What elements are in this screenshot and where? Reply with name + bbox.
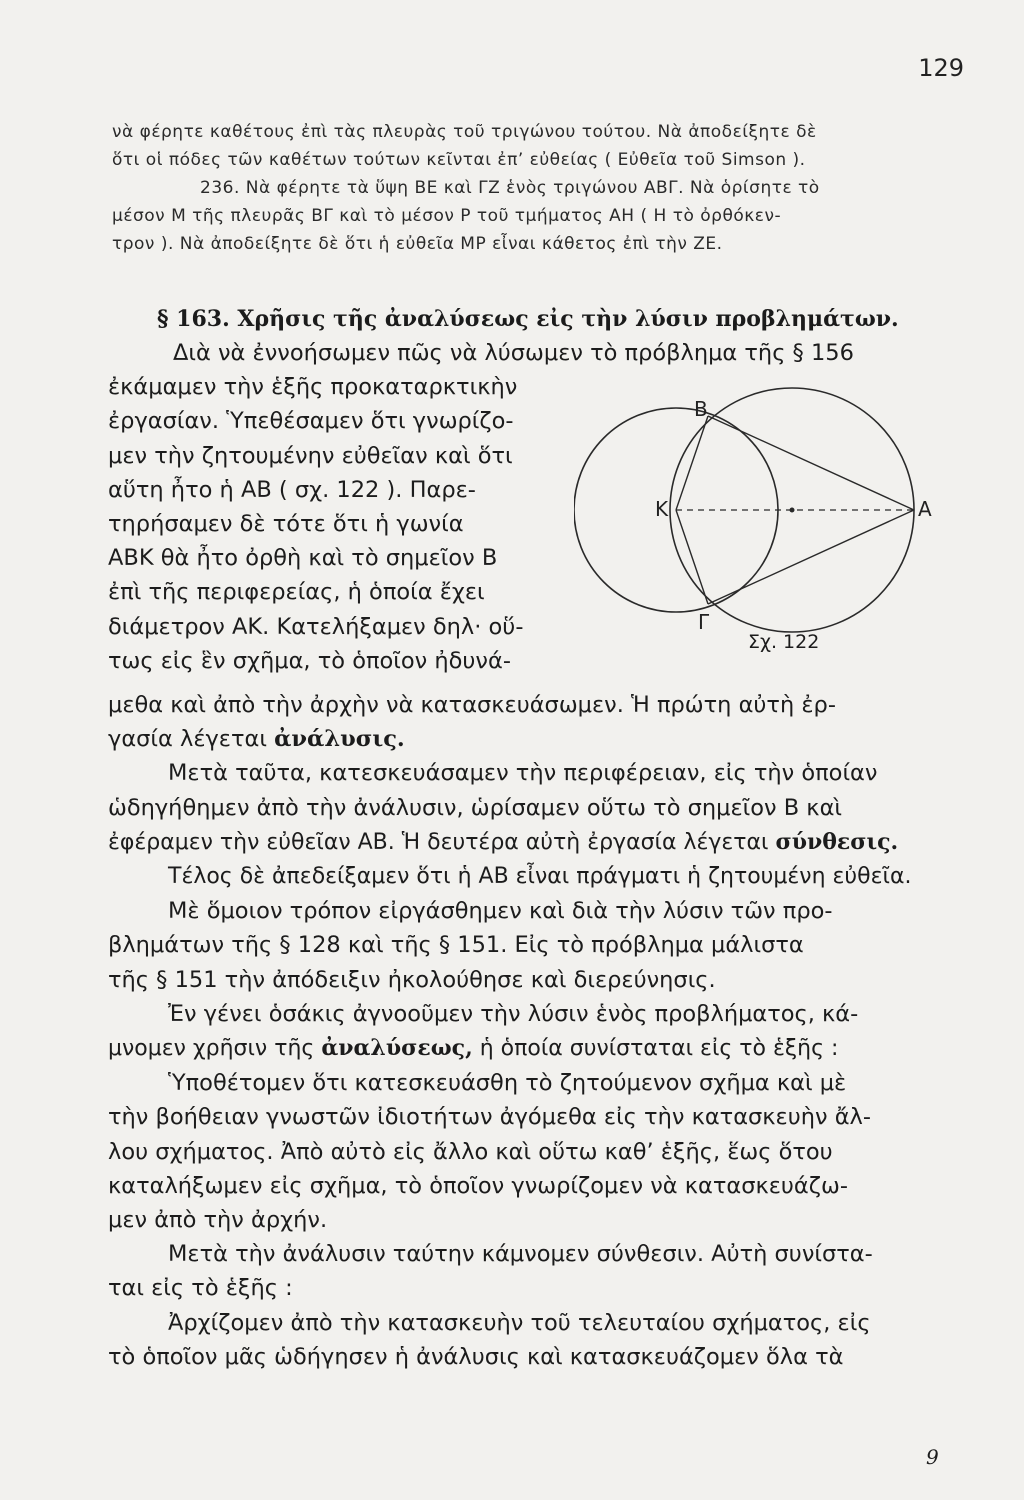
- text-line: [108, 722, 968, 756]
- signature-mark: 9: [926, 1445, 939, 1469]
- segment-KB: [676, 416, 708, 510]
- text-line: τὴν βοήθειαν γνωστῶν ἰδιοτήτων ἀγόμεθα εἰς τὴν κατασκευὴν ἄλ-: [108, 1104, 871, 1131]
- page-number: 129: [918, 54, 964, 82]
- text-line: Μὲ ὅμοιον τρόπον εἰργάσθημεν καὶ διὰ τὴν λύσιν τῶν προ-: [168, 898, 833, 925]
- intro-paragraph: [108, 336, 854, 678]
- text-line: τηρήσαμεν δὲ τότε ὅτι ἡ γωνία: [108, 511, 464, 538]
- text-line: ἐπὶ τῆς περιφερείας, ἡ ὁποία ἔχει: [108, 579, 485, 606]
- text-line: ΑΒΚ θὰ ἦτο ὀρθὴ καὶ τὸ σημεῖον Β: [108, 545, 498, 572]
- text-line: λου σχήματος. Ἀπὸ αὐτὸ εἰς ἄλλο καὶ οὕτω καθ’ ἑξῆς, ἕως ὅτου: [108, 1138, 833, 1165]
- figure-122: [574, 382, 974, 682]
- segment-AB: [708, 416, 914, 510]
- center-point: [790, 508, 795, 513]
- text-line: Ἀρχίζομεν ἀπὸ τὴν κατασκευὴν τοῦ τελευταίου σχήματος, εἰς: [168, 1309, 871, 1336]
- text-line: μεν τὴν ζητουμένην εὐθεῖαν καὶ ὅτι: [108, 442, 513, 469]
- exercise-line: νὰ φέρητε καθέτους ἐπὶ τὰς πλευρὰς τοῦ τριγώνου τούτου. Νὰ ἀποδείξητε δὲ: [112, 122, 817, 142]
- term-analysis: ἀνάλυσις.: [274, 726, 405, 753]
- text-line: Ὑποθέτομεν ὅτι κατεσκευάσθη τὸ ζητούμενον σχῆμα καὶ μὲ: [168, 1070, 847, 1097]
- text-span: μνομεν χρῆσιν τῆς: [108, 1036, 315, 1062]
- exercise-line: μέσον Μ τῆς πλευρᾶς ΒΓ καὶ τὸ μέσον Ρ τοῦ τμήματος ΑΗ ( Η τὸ ὀρθόκεν-: [112, 206, 782, 226]
- text-line: ὡδηγήθημεν ἀπὸ τὴν ἀνάλυσιν, ὡρίσαμεν οὕτω τὸ σημεῖον Β καὶ: [108, 794, 843, 821]
- term-analyseos: ἀναλύσεως,: [321, 1035, 473, 1062]
- section-heading: § 163. Χρῆσις τῆς ἀναλύσεως εἰς τὴν λύσιν προβλημάτων.: [157, 306, 899, 332]
- text-line: ται εἰς τὸ ἑξῆς :: [108, 1275, 293, 1302]
- text-line: βλημάτων τῆς § 128 καὶ τῆς § 151. Εἰς τὸ πρόβλημα μάλιστα: [108, 932, 804, 959]
- label-A: Α: [918, 497, 932, 521]
- exercise-text: [112, 118, 964, 258]
- text-line: μεθα καὶ ἀπὸ τὴν ἀρχὴν νὰ κατασκευάσωμεν. Ἡ πρώτη αὐτὴ ἐρ-: [108, 692, 836, 718]
- text-line: ἐργασίαν. Ὑπεθέσαμεν ὅτι γνωρίζο-: [108, 408, 514, 435]
- figure-caption: Σχ. 122: [748, 631, 820, 653]
- exercise-line: 236. Νὰ φέρητε τὰ ὕψη ΒΕ καὶ ΓΖ ἑνὸς τριγώνου ΑΒΓ. Νὰ ὁρίσητε τὸ: [200, 178, 820, 198]
- text-span: ἐφέραμεν τὴν εὐθεῖαν ΑΒ. Ἡ δευτέρα αὐτὴ ἐργασία λέγεται: [108, 829, 769, 855]
- term-synthesis: σύνθεσις.: [775, 828, 899, 855]
- text-line: [108, 825, 968, 860]
- label-G: Γ: [698, 610, 710, 634]
- label-B: Β: [694, 397, 708, 421]
- text-line: τὸ ὁποῖον μᾶς ὡδήγησεν ἡ ἀνάλυσις καὶ κατασκευάζομεν ὅλα τὰ: [108, 1343, 844, 1370]
- segment-AG: [708, 510, 914, 604]
- segment-KG: [676, 510, 708, 604]
- text-line: Ἐν γένει ὁσάκις ἀγνοοῦμεν τὴν λύσιν ἑνὸς προβλήματος, κά-: [168, 1000, 859, 1027]
- text-line: διάμετρον ΑΚ. Κατελήξαμεν δηλ· οὕ-: [108, 613, 524, 640]
- text-line: αὕτη ἦτο ἡ ΑΒ ( σχ. 122 ). Παρε-: [108, 476, 476, 503]
- exercise-line: ὅτι οἱ πόδες τῶν καθέτων τούτων κεῖνται ἐπ’ εὐθείας ( Εὐθεῖα τοῦ Simson ).: [112, 150, 806, 170]
- body-text: [108, 688, 968, 1374]
- text-span: γασία λέγεται: [108, 726, 267, 753]
- text-line: Μετὰ τὴν ἀνάλυσιν ταύτην κάμνομεν σύνθεσιν. Αὐτὴ συνίστα-: [168, 1241, 873, 1268]
- text-line: [108, 1031, 968, 1066]
- text-line: ἐκάμαμεν τὴν ἑξῆς προκαταρκτικὴν: [108, 374, 518, 401]
- text-line: τῆς § 151 τὴν ἀπόδειξιν ἠκολούθησε καὶ διερεύνησις.: [108, 966, 716, 993]
- label-K: Κ: [655, 497, 669, 521]
- text-line: καταλήξωμεν εἰς σχῆμα, τὸ ὁποῖον γνωρίζομεν νὰ κατασκευάζω-: [108, 1172, 848, 1199]
- text-span: ἡ ὁποία συνίσταται εἰς τὸ ἑξῆς :: [479, 1036, 839, 1062]
- text-line: Μετὰ ταῦτα, κατεσκευάσαμεν τὴν περιφέρειαν, εἰς τὴν ὁποίαν: [168, 760, 878, 787]
- text-line: μεν ἀπὸ τὴν ἀρχήν.: [108, 1207, 328, 1234]
- exercise-line: τρον ). Νὰ ἀποδείξητε δὲ ὅτι ἡ εὐθεῖα ΜΡ εἶναι κάθετος ἐπὶ τὴν ΖΕ.: [112, 234, 723, 254]
- text-line: Τέλος δὲ ἀπεδείξαμεν ὅτι ἡ ΑΒ εἶναι πράγματι ἡ ζητουμένη εὐθεῖα.: [168, 864, 912, 890]
- text-line: Διὰ νὰ ἐννοήσωμεν πῶς νὰ λύσωμεν τὸ πρόβλημα τῆς § 156: [173, 340, 854, 366]
- text-line: τως εἰς ἓν σχῆμα, τὸ ὁποῖον ἠδυνά-: [108, 647, 511, 674]
